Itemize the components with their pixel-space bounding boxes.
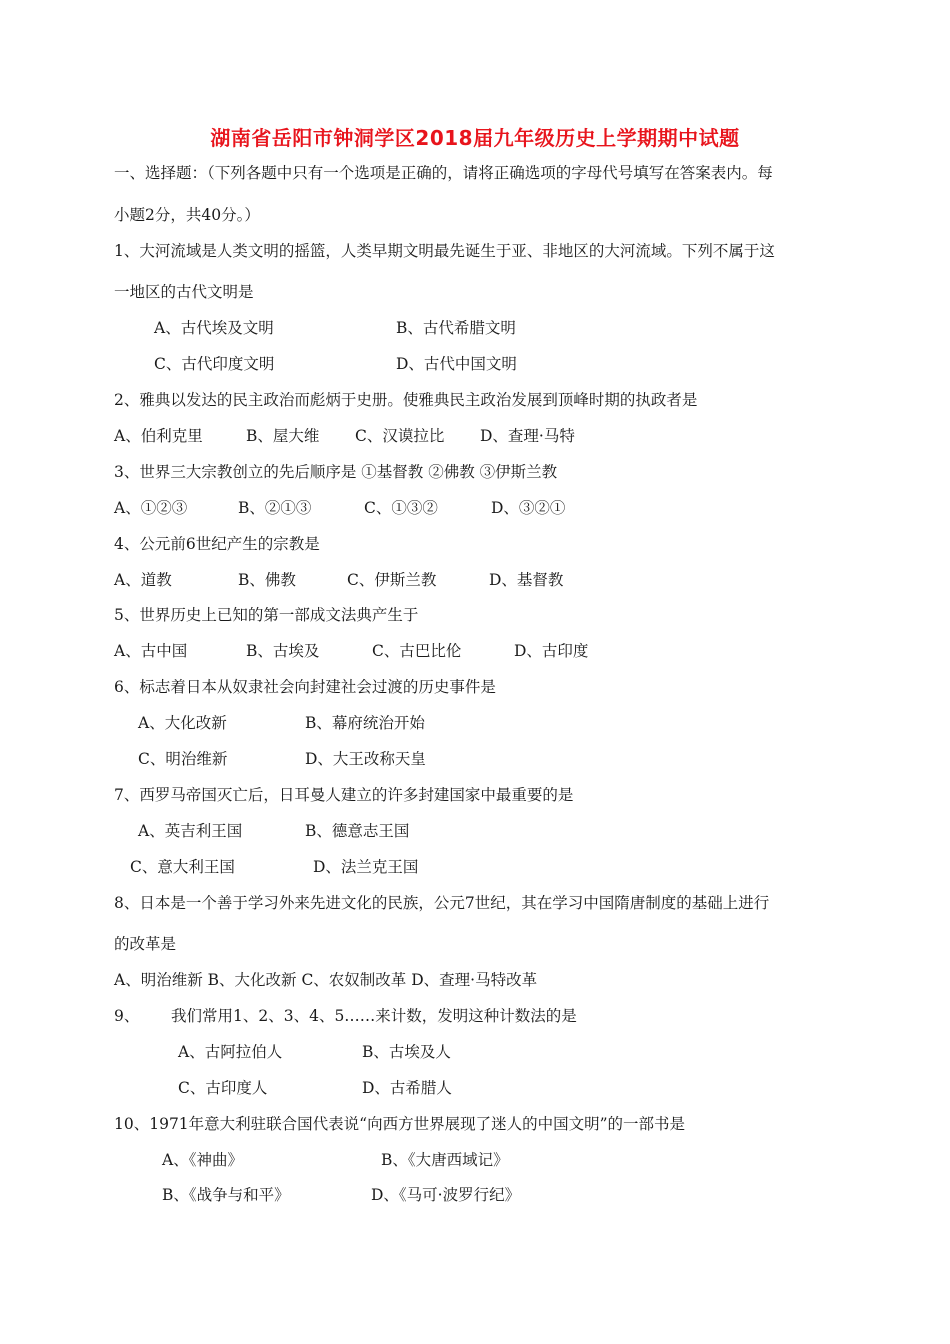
q5-option-b: B、古埃及 — [246, 642, 320, 660]
q2-option-a: A、伯利克里 — [114, 427, 203, 445]
q5-option-a: A、古中国 — [114, 642, 188, 660]
q10-stem: 10、1971年意大利驻联合国代表说“向西方世界展现了迷人的中国文明”的一部书是 — [114, 1115, 686, 1133]
q9-option-c: C、古印度人 — [178, 1079, 268, 1097]
q7-stem: 7、西罗马帝国灭亡后，日耳曼人建立的许多封建国家中最重要的是 — [114, 786, 574, 804]
q6-stem: 6、标志着日本从奴隶社会向封建社会过渡的历史事件是 — [114, 678, 496, 696]
q9-number: 9、 — [114, 1007, 140, 1025]
q2-option-b: B、屋大维 — [246, 427, 320, 445]
q7-option-a: A、英吉利王国 — [138, 822, 243, 840]
page-title: 湖南省岳阳市钟洞学区2018届九年级历史上学期期中试题 — [210, 126, 740, 150]
q3-option-b: B、②①③ — [238, 499, 312, 517]
q5-stem: 5、世界历史上已知的第一部成文法典产生于 — [114, 606, 419, 624]
q1-option-b: B、古代希腊文明 — [396, 319, 516, 337]
q2-option-c: C、汉谟拉比 — [355, 427, 445, 445]
q6-option-a: A、大化改新 — [138, 714, 227, 732]
q6-option-d: D、大王改称天皇 — [305, 750, 426, 768]
q8-stem-line1: 8、日本是一个善于学习外来先进文化的民族，公元7世纪，其在学习中国隋唐制度的基础上进行 — [114, 894, 770, 912]
section-instruction-line2: 小题2分，共40分。） — [114, 206, 260, 224]
q4-option-b: B、佛教 — [238, 571, 296, 589]
q10-option-a: A、《神曲》 — [162, 1151, 243, 1169]
q5-option-d: D、古印度 — [514, 642, 589, 660]
q6-option-b: B、幕府统治开始 — [305, 714, 425, 732]
q10-option-b: B、《大唐西域记》 — [381, 1151, 509, 1169]
q10-option-c: B、《战争与和平》 — [162, 1186, 290, 1204]
q9-stem: 我们常用1、2、3、4、5……来计数，发明这种计数法的是 — [171, 1007, 577, 1025]
q1-option-c: C、古代印度文明 — [154, 355, 275, 373]
q9-option-d: D、古希腊人 — [362, 1079, 452, 1097]
q4-option-a: A、道教 — [114, 571, 172, 589]
q8-stem-line2: 的改革是 — [114, 935, 177, 953]
q4-option-d: D、基督教 — [489, 571, 564, 589]
q2-stem: 2、雅典以发达的民主政治而彪炳于史册。使雅典民主政治发展到顶峰时期的执政者是 — [114, 391, 698, 409]
q7-option-d: D、法兰克王国 — [313, 858, 419, 876]
q9-option-a: A、古阿拉伯人 — [178, 1043, 283, 1061]
q3-option-a: A、①②③ — [114, 499, 188, 517]
q3-option-c: C、①③② — [364, 499, 438, 517]
q2-option-d: D、查理·马特 — [480, 427, 575, 445]
q3-option-d: D、③②① — [491, 499, 566, 517]
q7-option-b: B、德意志王国 — [305, 822, 410, 840]
q3-stem: 3、世界三大宗教创立的先后顺序是 ①基督教 ②佛教 ③伊斯兰教 — [114, 463, 558, 481]
q8-options: A、明治维新 B、大化改新 C、农奴制改革 D、查理·马特改革 — [114, 971, 538, 989]
q1-stem-line1: 1、大河流域是人类文明的摇篮，人类早期文明最先诞生于亚、非地区的大河流域。下列不属于这 — [114, 242, 775, 260]
q6-option-c: C、明治维新 — [138, 750, 228, 768]
section-instruction-line1: 一、选择题：（下列各题中只有一个选项是正确的，请将正确选项的字母代号填写在答案表内。每 — [114, 164, 773, 182]
q4-option-c: C、伊斯兰教 — [347, 571, 437, 589]
q5-option-c: C、古巴比伦 — [372, 642, 462, 660]
q1-option-a: A、古代埃及文明 — [154, 319, 274, 337]
q1-option-d: D、古代中国文明 — [396, 355, 517, 373]
q7-option-c: C、意大利王国 — [130, 858, 235, 876]
q1-stem-line2: 一地区的古代文明是 — [114, 283, 254, 301]
q9-option-b: B、古埃及人 — [362, 1043, 451, 1061]
q10-option-d: D、《马可·波罗行纪》 — [371, 1186, 521, 1204]
q4-stem: 4、公元前6世纪产生的宗教是 — [114, 535, 320, 553]
